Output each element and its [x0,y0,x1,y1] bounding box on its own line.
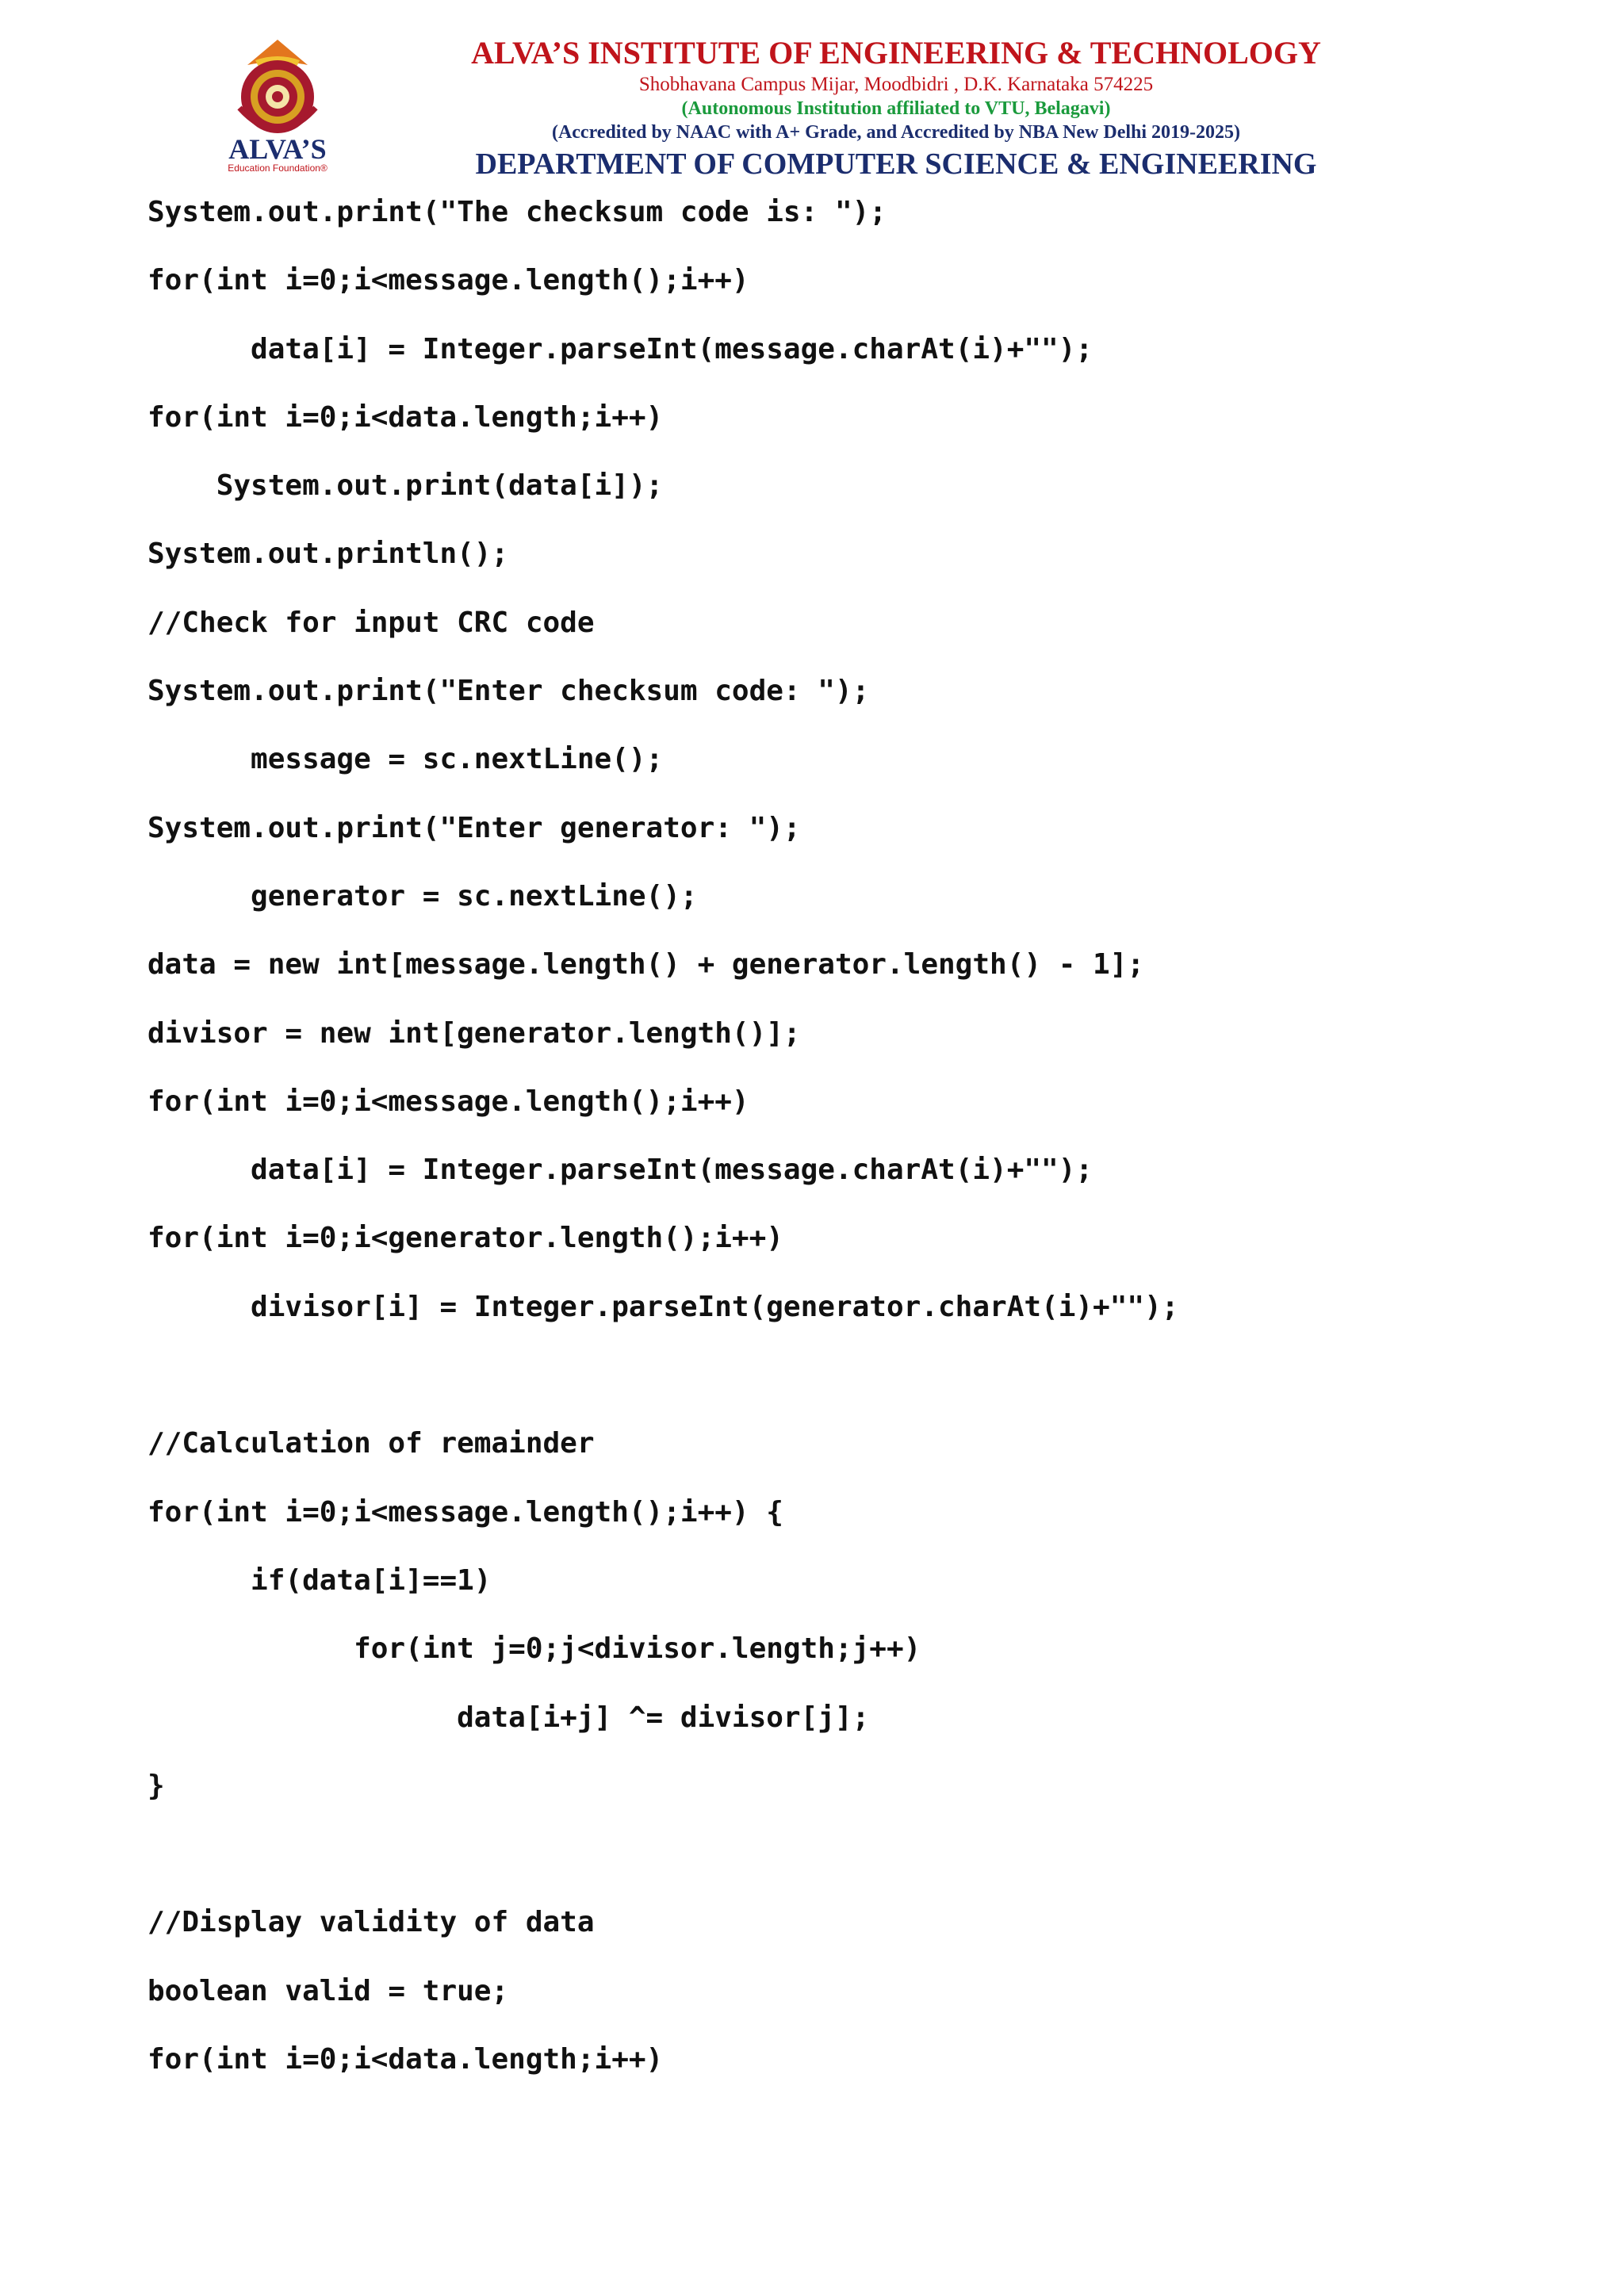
code-line: System.out.print("Enter generator: "); [147,811,801,844]
code-listing [147,187,1496,2103]
code-line: for(int i=0;i<message.length();i++) { [147,1495,783,1529]
code-line: for(int i=0;i<message.length();i++) [147,264,749,297]
code-line: for(int i=0;i<data.length;i++) [147,400,664,434]
letterhead [0,0,1624,182]
code-line: System.out.println(); [147,538,509,571]
code-line: } [147,1769,165,1802]
accreditation-line: (Accredited by NAAC with A+ Grade, and Accredited by NBA New Delhi 2019-2025) [551,122,1241,143]
code-line: for(int i=0;i<data.length;i++) [147,2043,664,2076]
letterhead-text [428,33,1364,184]
code-line: System.out.print("Enter checksum code: "); [147,675,870,708]
code-comment: //Calculation of remainder [147,1427,595,1460]
code-comment: //Check for input CRC code [147,606,595,639]
alvas-logo [190,32,365,174]
blank-line [147,1350,1496,1418]
autonomous-status: (Autonomous Institution affiliated to VTU, Belagavi) [681,98,1111,119]
campus-address: Shobhavana Campus Mijar, Moodbidri , D.K. Karnataka 574225 [638,74,1154,95]
code-line: data[i+j] ^= divisor[j]; [147,1701,870,1734]
code-comment: //Display validity of data [147,1906,595,1939]
institute-name: ALVA’S INSTITUTE OF ENGINEERING & TECHNOLOGY [471,35,1321,71]
code-line: data = new int[message.length() + generator.length() - 1]; [147,948,1145,982]
code-line: for(int j=0;j<divisor.length;j++) [147,1632,921,1666]
logo-tagline: Education Foundation® [228,163,327,174]
code-line: for(int i=0;i<generator.length();i++) [147,1222,783,1255]
code-line: divisor[i] = Integer.parseInt(generator.charAt(i)+""); [147,1290,1179,1323]
code-line: generator = sc.nextLine(); [147,879,698,913]
code-line: divisor = new int[generator.length()]; [147,1016,801,1050]
department-title: DEPARTMENT OF COMPUTER SCIENCE & ENGINEERING [475,147,1317,181]
code-line: System.out.print(data[i]); [147,469,664,503]
blank-line [147,1829,1496,1897]
code-line: data[i] = Integer.parseInt(message.charAt(i)+""); [147,1154,1094,1187]
code-line: data[i] = Integer.parseInt(message.charAt(i)+""); [147,332,1094,365]
code-line: for(int i=0;i<message.length();i++) [147,1085,749,1118]
code-line: message = sc.nextLine(); [147,743,664,776]
code-line: boolean valid = true; [147,1974,509,2007]
code-line: if(data[i]==1) [147,1563,492,1597]
code-line: System.out.print("The checksum code is: "); [147,196,887,228]
logo-wordmark: ALVA’S [228,133,327,165]
